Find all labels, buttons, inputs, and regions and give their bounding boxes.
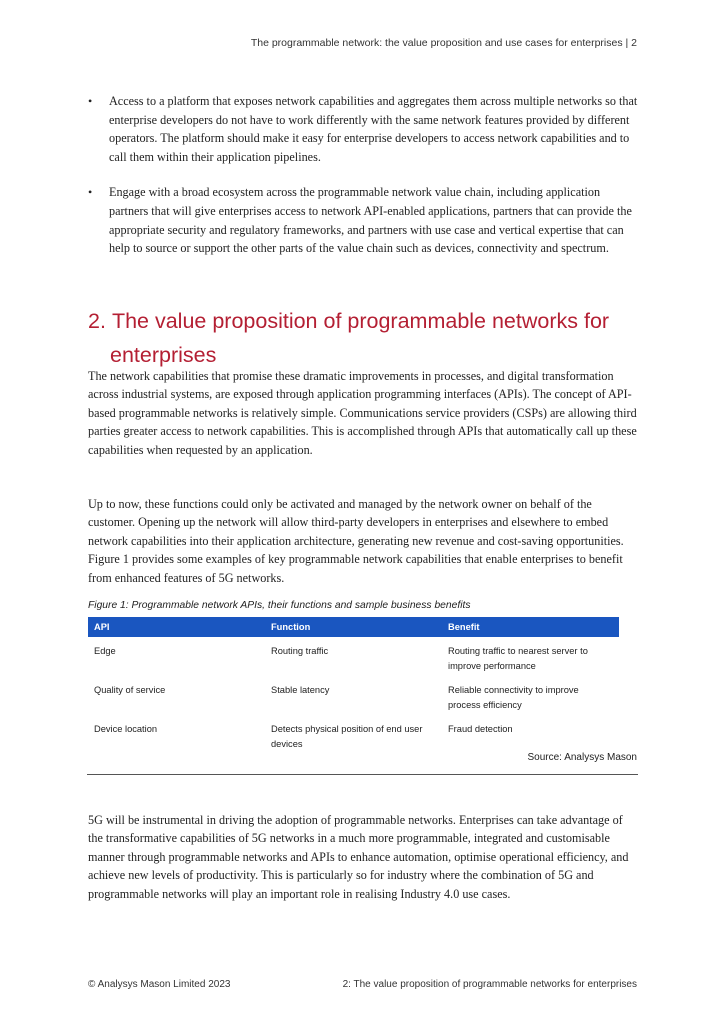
section-heading (88, 304, 648, 372)
section-title-line2: enterprises (110, 343, 217, 367)
table-cell: Quality of service (94, 685, 166, 695)
table-cell: Detects physical position of end user devices (271, 724, 423, 749)
figure-source: Source: Analysys Mason (527, 752, 637, 763)
bullet-list (87, 92, 639, 275)
table-cell: Fraud detection (448, 724, 513, 734)
table-cell: Reliable connectivity to improve process efficiency (448, 685, 579, 710)
body-paragraph: The network capabilities that promise these dramatic improvements in processes, and digital transformation across industrial systems, are exposed through application programming interfaces (APIs). The concept of API-based programmable networks is relatively simple. Communications service providers (CSPs) are allowing third parties greater access to network capabilities. This is accomplished through APIs that automatically call up these capabilities when requested by an application. (88, 369, 637, 457)
section-title-line1: The value proposition of programmable networks for (111, 309, 610, 333)
table-cell: Device location (94, 724, 158, 734)
table-header-cell: API (88, 617, 265, 637)
bullet-icon: • (88, 185, 93, 200)
footer-copyright: © Analysys Mason Limited 2023 (88, 979, 231, 990)
table-row (88, 715, 619, 754)
figure-table (88, 617, 619, 754)
footer-section-label: 2: The value proposition of programmable networks for enterprises (342, 979, 637, 990)
table-cell: Routing traffic (271, 646, 329, 656)
body-paragraph: 5G will be instrumental in driving the adoption of programmable networks. Enterprises can take advantage of the transformative capabilities of 5G networks in a much more programmable, integrated and customisable manner through programmable networks and APIs to enhance automation, optimise operational efficiency, and achieve new levels of productivity. This is particularly so for industry where the combination of 5G and programmable networks will play an important role in realising Industry 4.0 use cases. (88, 813, 629, 901)
table-cell: Routing traffic to nearest server to improve performance (448, 646, 588, 671)
section-number: 2. (88, 309, 106, 333)
table-cell: Edge (94, 646, 116, 656)
list-item (87, 183, 639, 257)
bullet-text: Engage with a broad ecosystem across the programmable network value chain, including application partners that will give enterprises access to network API-enabled applications, partners that can provide the appropriate security and regulatory frameworks, and partners with use case and vertical expertise that can help to source or support the other parts of the value chain such as devices, connectivity and spectrum. (109, 185, 632, 256)
bullet-text: Access to a platform that exposes network capabilities and aggregates them across multiple networks so that enterprise developers do not have to work differently with the same network features provided by different operators. The platform should make it easy for enterprise developers to access network capabilities and to call them within their application pipelines. (109, 94, 638, 164)
table-header-cell: Function (265, 617, 442, 637)
running-header: The programmable network: the value proposition and use cases for enterprises | 2 (250, 37, 637, 49)
table-row (88, 637, 619, 676)
list-item (87, 92, 639, 166)
body-paragraph: Up to now, these functions could only be activated and managed by the network owner on behalf of the customer. Opening up the network will allow third-party developers in enterprises and elsewhere to embed network capabilities into their application architecture, generating new revenue and cost-saving opportunities. Figure 1 provides some examples of key programmable network capabilities that enable enterprises to benefit from enhanced features of 5G networks. (88, 497, 624, 585)
table-row (88, 676, 619, 715)
divider (87, 774, 638, 775)
table-cell: Stable latency (271, 685, 330, 695)
table-header-row (88, 617, 619, 637)
table-header-cell: Benefit (442, 617, 619, 637)
figure-caption: Figure 1: Programmable network APIs, their functions and sample business benefits (88, 600, 471, 611)
bullet-icon: • (88, 94, 93, 108)
